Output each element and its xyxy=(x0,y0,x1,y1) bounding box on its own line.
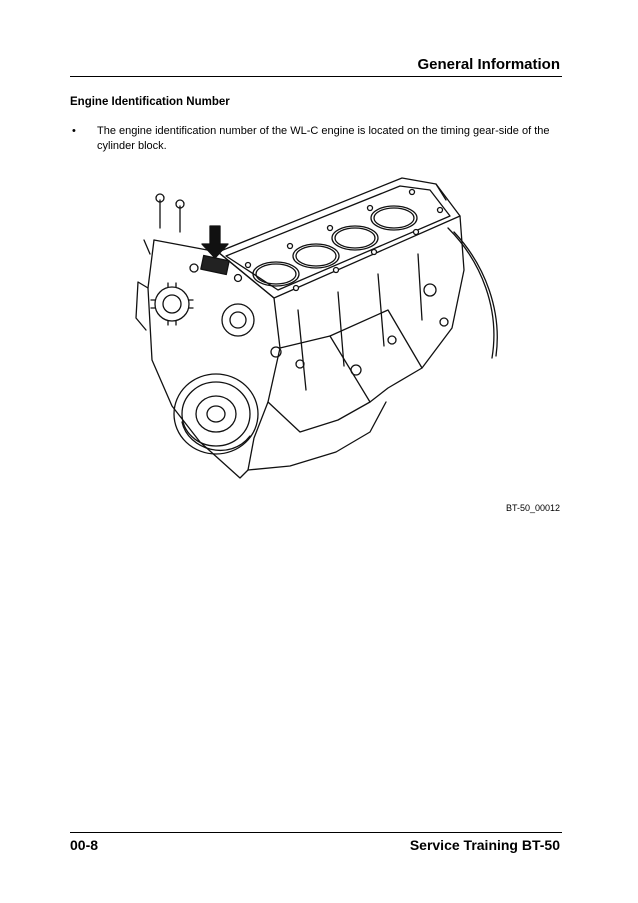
page-header-title: General Information xyxy=(417,56,560,73)
figure-code: BT-50_00012 xyxy=(505,503,560,513)
bullet-marker: • xyxy=(72,125,76,137)
bullet-text: The engine identification number of the WL-C engine is located on the timing gear-side of the cylinder block. xyxy=(97,125,550,152)
section-heading: Engine Identification Number xyxy=(70,96,230,108)
footer-title: Service Training BT-50 xyxy=(409,837,560,853)
footer-divider xyxy=(70,832,562,833)
engine-block-illustration xyxy=(130,170,510,500)
bullet-item xyxy=(70,124,565,154)
header-divider xyxy=(70,76,562,77)
page-number: 00-8 xyxy=(70,837,99,853)
